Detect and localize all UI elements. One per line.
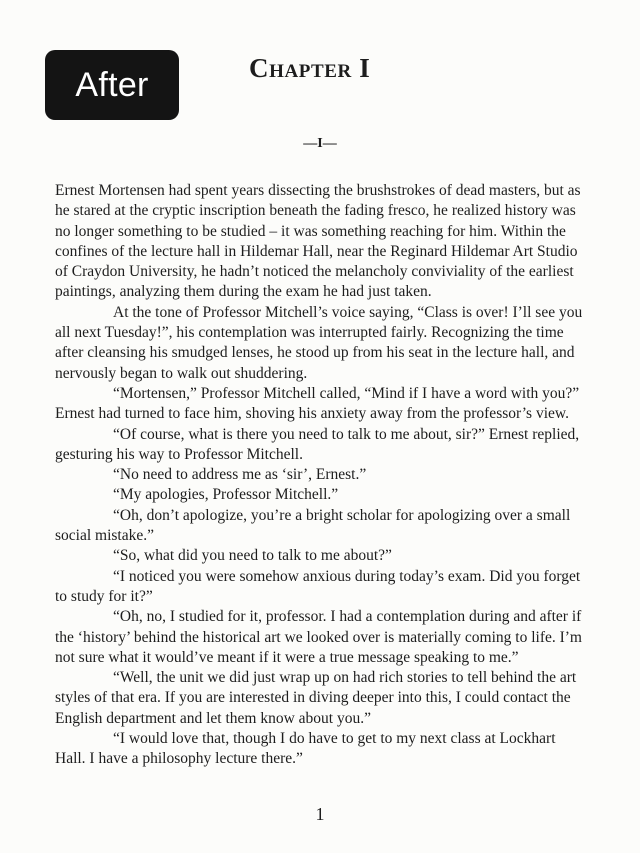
chapter-title: Chapter I — [249, 53, 371, 83]
paragraph-8: “So, what did you need to talk to me about?” — [113, 547, 392, 565]
chapter-body — [55, 181, 587, 770]
after-badge-label: After — [75, 65, 149, 104]
paragraph-6: “My apologies, Professor Mitchell.” — [113, 486, 339, 504]
page-number: 1 — [315, 804, 325, 824]
after-badge — [45, 50, 179, 120]
paragraph-4: “Of course, what is there you need to talk to me about, sir?” Ernest replied, gesturing his way to Professor Mitchell. — [55, 425, 580, 463]
paragraph-10: “Oh, no, I studied for it, professor. I had a contemplation during and after if the ‘history’ behind the historical art we looked over is materially coming to life. I’m not sure what it would’ve meant if it were a true message speaking to me.” — [55, 608, 582, 666]
paragraph-2: At the tone of Professor Mitchell’s voice saying, “Class is over! I’ll see you all next Tuesday!”, his contemplation was interrupted fairly. Recognizing the time after cleansing his smudged lenses, he stood up from his seat in the lecture hall, and nervously began to walk out shuddering. — [55, 303, 583, 382]
paragraph-3: “Mortensen,” Professor Mitchell called, “Mind if I have a word with you?” Ernest had turned to face him, shoving his anxiety away from the professor’s view. — [55, 384, 580, 423]
paragraph-12: “I would love that, though I do have to get to my next class at Lockhart Hall. I have a philosophy lecture there.” — [55, 730, 556, 768]
paragraph-5: “No need to address me as ‘sir’, Ernest.” — [113, 466, 367, 484]
paragraph-9: “I noticed you were somehow anxious during today’s exam. Did you forget to study for it?” — [55, 567, 581, 605]
paragraph-7: “Oh, don’t apologize, you’re a bright scholar for apologizing over a small social mistake.” — [55, 506, 571, 545]
section-marker: —I— — [303, 136, 337, 151]
paragraph-1: Ernest Mortensen had spent years dissecting the brushstrokes of dead masters, but as he stared at the cryptic inscription beneath the fading fresco, he realized history was no longer something to be studied – it was something reaching for him. Within the confines of the lecture hall in Hildemar Hall, near the Reginard Hildemar Art Studio of Craydon University, he hadn’t noticed the melancholy conviviality of the earliest paintings, analyzing them during the exam he had just taken. — [55, 182, 581, 301]
paragraph-11: “Well, the unit we did just wrap up on had rich stories to tell behind the art styles of that era. If you are interested in diving deeper into this, I could contact the English department and let them know about you.” — [55, 669, 577, 727]
